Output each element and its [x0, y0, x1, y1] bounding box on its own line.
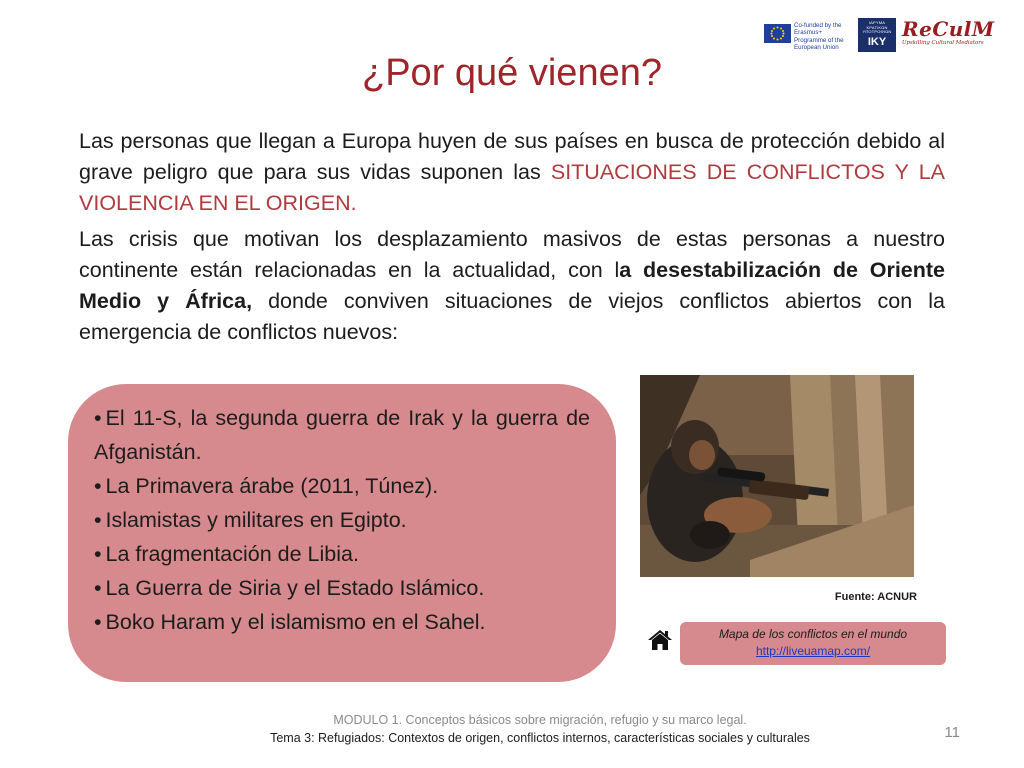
footer-module: MODULO 1. Conceptos básicos sobre migración, refugio y su marco legal.	[333, 713, 747, 727]
crisis-text-start: Las crisis que motivan los desplazamiento masivos de estas personas a nuestro continente están relacionadas en la actualidad, con l	[79, 227, 945, 282]
crisis-text-end: donde conviven situaciones de viejos conflictos abiertos con la emergencia de conflictos nuevos:	[79, 289, 945, 344]
bullet-dot: •	[94, 406, 102, 430]
list-item	[94, 571, 590, 605]
list-item-text: La Primavera árabe (2011, Túnez).	[105, 474, 439, 498]
bullet-dot: •	[94, 576, 102, 600]
list-item	[94, 401, 590, 469]
home-icon[interactable]	[647, 628, 673, 652]
iky-logo	[858, 18, 896, 52]
crisis-bold: a desestabilización de Oriente Medio y África,	[79, 258, 946, 313]
conflict-map-box	[680, 622, 946, 665]
soldier-photo	[640, 375, 914, 577]
iky-text: IKY	[867, 35, 887, 48]
bullet-dot: •	[94, 508, 102, 532]
bullet-dot: •	[94, 610, 102, 634]
bullet-dot: •	[94, 474, 102, 498]
list-item-text: La fragmentación de Libia.	[105, 542, 359, 566]
conflicts-box	[68, 384, 616, 682]
slide-title: ¿Por qué vienen?	[362, 52, 662, 94]
bullet-dot: •	[94, 542, 102, 566]
list-item	[94, 605, 590, 639]
intro-paragraph	[79, 126, 945, 219]
reculm-logo	[902, 18, 998, 54]
list-item-text: La Guerra de Siria y el Estado Islámico.	[105, 576, 485, 600]
slide-footer	[200, 711, 880, 747]
list-item	[94, 503, 590, 537]
list-item-text: Boko Haram y el islamismo en el Sahel.	[105, 610, 486, 634]
intro-highlight: SITUACIONES DE CONFLICTOS Y LA VIOLENCIA EN EL ORIGEN.	[79, 160, 946, 215]
list-item-text: El 11-S, la segunda guerra de Irak y la guerra de Afganistán.	[94, 406, 590, 464]
footer-topic: Tema 3: Refugiados: Contextos de origen, conflictos internos, características sociales y culturales	[270, 731, 810, 745]
list-item	[94, 469, 590, 503]
map-caption: Mapa de los conflictos en el mundo	[718, 627, 908, 641]
intro-text: Las personas que llegan a Europa huyen de sus países en busca de protección debido al grave peligro que para sus vidas suponen las	[79, 129, 945, 184]
page-number: 11	[944, 724, 960, 741]
crisis-paragraph	[79, 224, 945, 348]
eu-flag-logo	[764, 24, 791, 43]
reculm-name: ReCulM	[902, 17, 995, 41]
partner-logos	[764, 18, 996, 54]
liveuamap-link[interactable]: http://liveuamap.com/	[755, 644, 871, 658]
reculm-tagline: Upskilling Cultural Mediators	[902, 40, 984, 46]
list-item-text: Islamistas y militares en Egipto.	[105, 508, 407, 532]
erasmus-text: Co-funded by the Erasmus+ Programme of the European Union	[794, 22, 844, 52]
conflicts-list	[94, 401, 590, 639]
iky-small-text: ΙΔΡΥΜΑ ΚΡΑΤΙΚΩΝ ΥΠΟΤΡΟΦΙΩΝ	[862, 20, 892, 34]
photo-source: Fuente: ACNUR	[834, 591, 917, 603]
list-item	[94, 537, 590, 571]
